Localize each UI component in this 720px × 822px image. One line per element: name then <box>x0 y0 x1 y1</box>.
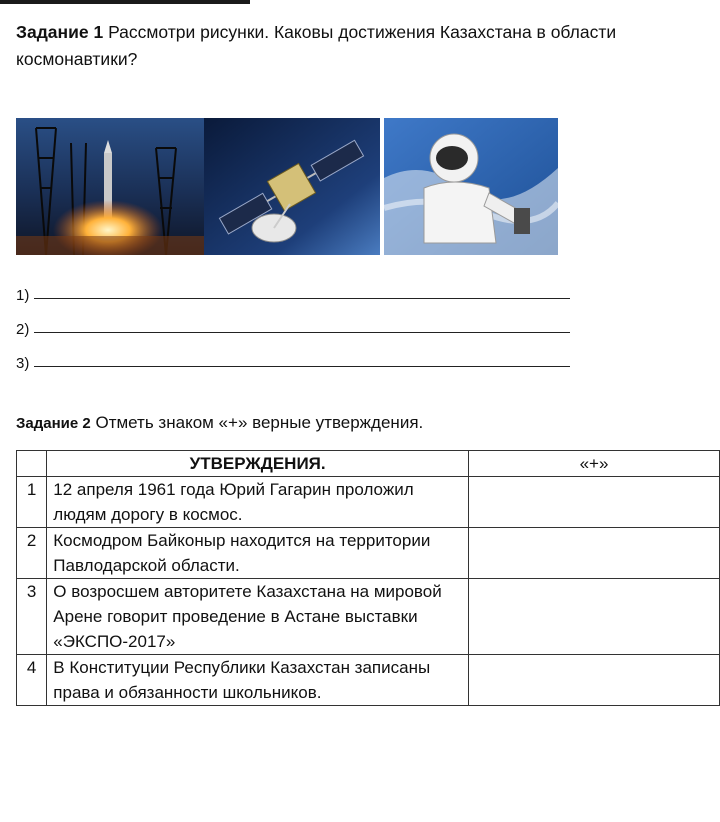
answer-number: 3) <box>16 355 30 372</box>
task-2-label: Задание 2 <box>16 415 91 432</box>
task-2-text: Отметь знаком «+» верные утверждения. <box>90 413 424 432</box>
row-mark-cell[interactable] <box>468 477 719 528</box>
row-mark-cell[interactable] <box>468 528 719 579</box>
answer-rule <box>34 365 570 367</box>
row-number: 1 <box>17 477 47 528</box>
header-statements: УТВЕРЖДЕНИЯ. <box>47 451 469 477</box>
row-mark-cell[interactable] <box>468 655 719 706</box>
row-number: 2 <box>17 528 47 579</box>
task-1-text: Рассмотри рисунки. Каковы достижения Казахстана в области космонавтики? <box>16 22 617 69</box>
answer-line-3[interactable] <box>16 338 586 372</box>
table-header-row <box>17 451 720 477</box>
answer-number: 1) <box>16 287 30 304</box>
statements-table <box>16 450 720 706</box>
header-number-cell <box>17 451 47 477</box>
row-statement: В Конституции Республики Казахстан записаны права и обязанности школьников. <box>47 655 469 706</box>
row-statement: Космодром Байконыр находится на территории Павлодарской области. <box>47 528 469 579</box>
table-row <box>17 655 720 706</box>
answer-rule <box>34 297 570 299</box>
astronaut-image <box>384 118 558 255</box>
task-1-heading <box>16 19 696 73</box>
answer-lines <box>16 270 586 372</box>
task-2-heading <box>16 410 423 437</box>
space-images-row <box>16 118 576 258</box>
table-row <box>17 477 720 528</box>
row-number: 3 <box>17 579 47 655</box>
satellite-image <box>204 118 380 255</box>
answer-line-2[interactable] <box>16 304 586 338</box>
top-cropped-text-strip <box>0 0 250 4</box>
table-row <box>17 579 720 655</box>
header-mark: «+» <box>468 451 719 477</box>
table-row <box>17 528 720 579</box>
row-number: 4 <box>17 655 47 706</box>
answer-line-1[interactable] <box>16 270 586 304</box>
row-statement: О возросшем авторитете Казахстана на мировой Арене говорит проведение в Астане выставки «ЭКСПО-2017» <box>47 579 469 655</box>
task-1-label: Задание 1 <box>16 22 104 42</box>
answer-rule <box>34 331 570 333</box>
answer-number: 2) <box>16 321 30 338</box>
row-statement: 12 апреля 1961 года Юрий Гагарин проложил людям дорогу в космос. <box>47 477 469 528</box>
rocket-launch-image <box>16 118 204 255</box>
row-mark-cell[interactable] <box>468 579 719 655</box>
